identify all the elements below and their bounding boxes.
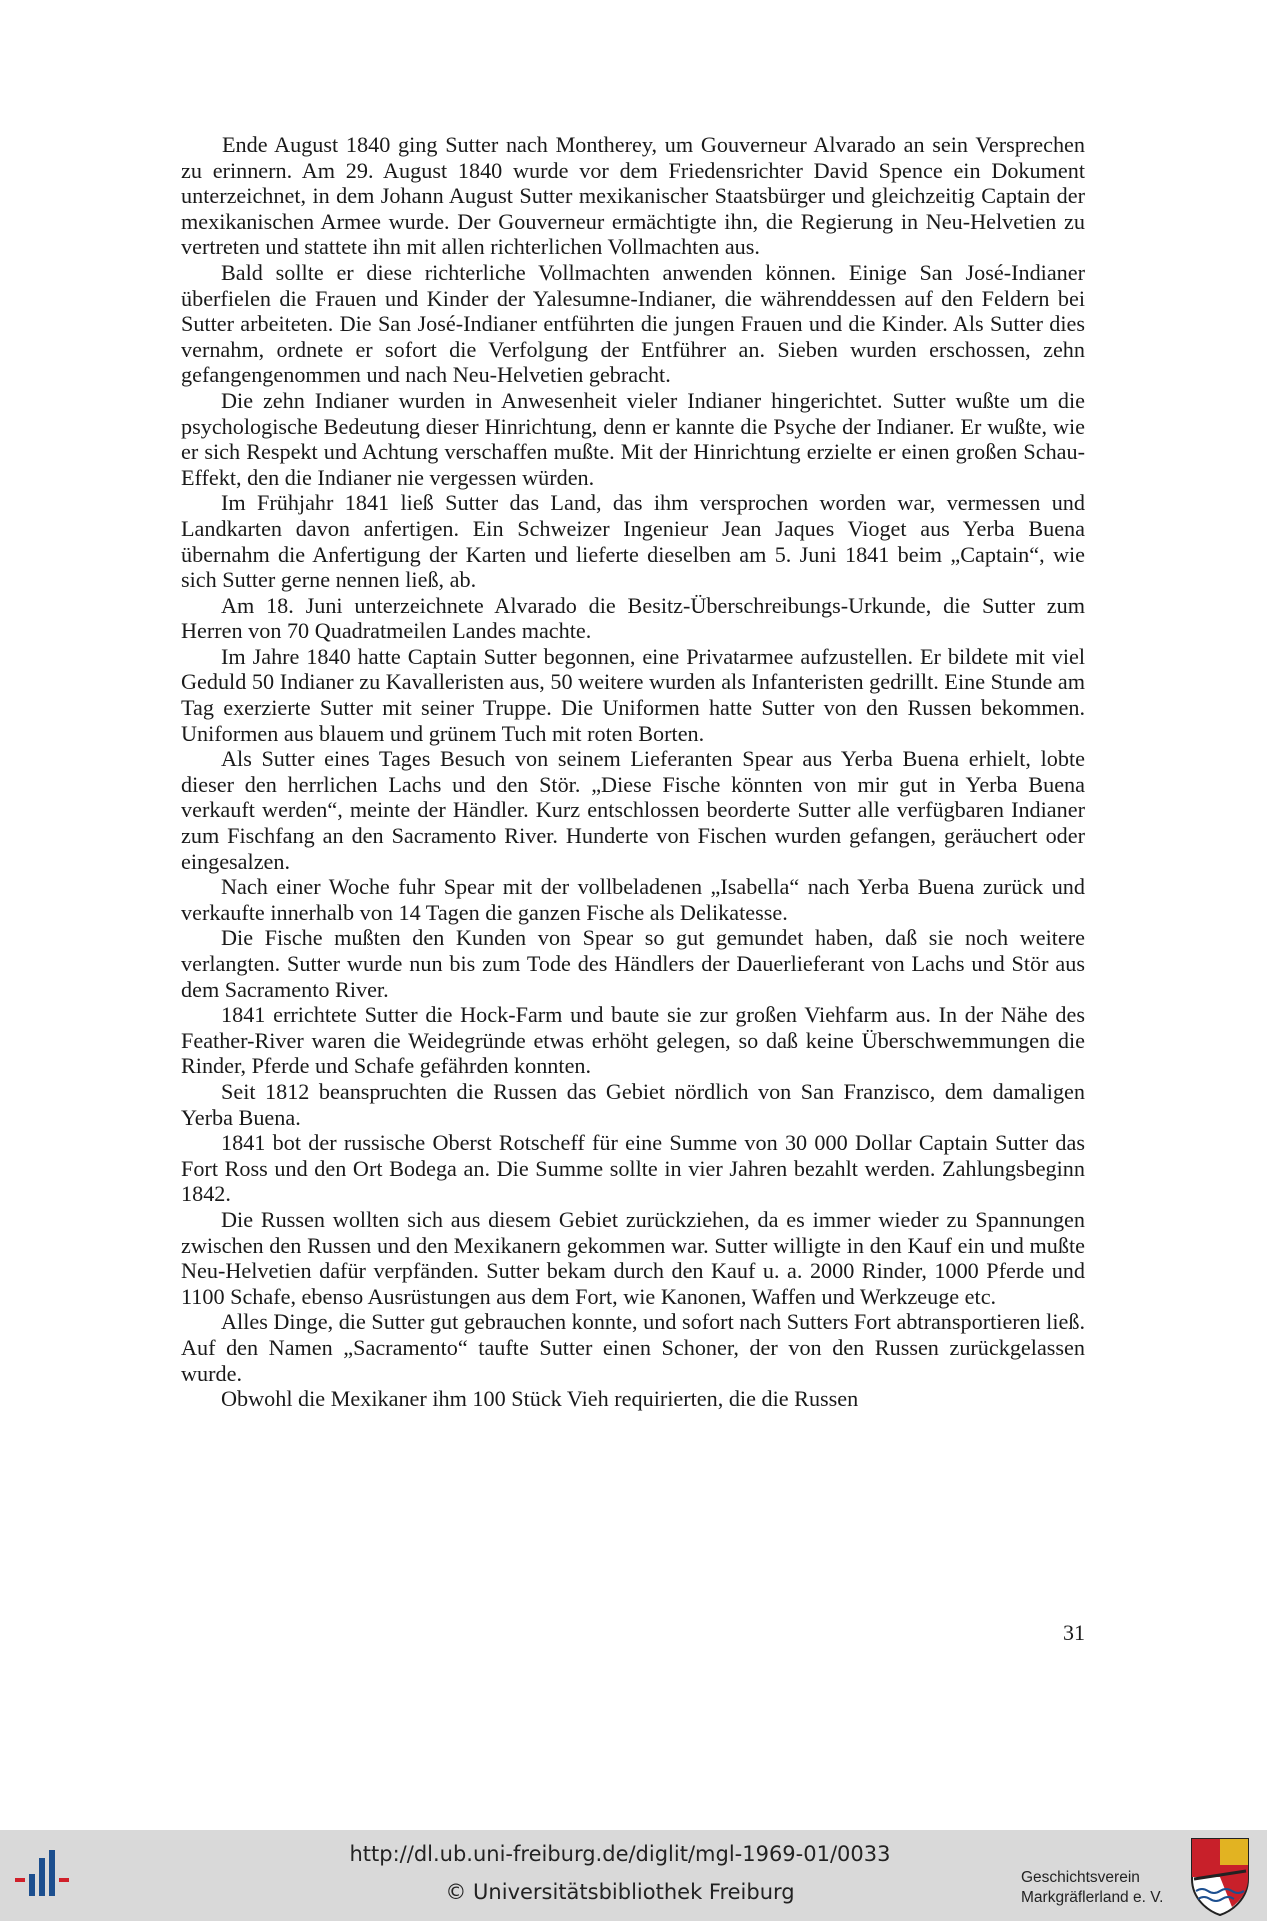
paragraph: Obwohl die Mexikaner ihm 100 Stück Vieh requirierten, die die Russen <box>221 1386 859 1412</box>
page-number: 31 <box>1063 1620 1085 1645</box>
body-text <box>181 132 1085 1412</box>
paragraph: Die Fische mußten den Kunden von Spear so gut gemundet haben, daß sie noch weitere verlangten. Sutter wurde nun bis zum Tode des Händlers der Dauerlieferant von Lachs und Stör aus dem Sacramento River. <box>181 925 1085 1002</box>
association-name <box>1021 1868 1191 1908</box>
paragraph: Die Russen wollten sich aus diesem Gebiet zurückziehen, da es immer wieder zu Spannungen zwischen den Russen und den Mexikanern gekommen war. Sutter willigte in den Kauf ein und mußte Neu-Helvetien dafür verpfänden. Sutter bekam durch den Kauf u. a. 2000 Rinder, 1000 Pferde und 1100 Schafe, ebenso Ausrüstungen aus dem Fort, wie Kanonen, Waffen und Werkzeuge etc. <box>181 1206 1085 1309</box>
paragraph: Im Jahre 1840 hatte Captain Sutter begonnen, eine Privatarmee aufzustellen. Er bildete mit viel Geduld 50 Indianer zu Kavalleristen aus, 50 weitere wurden als Infanteristen gedrillt. Eine Stunde am Tag exerzierte Sutter mit seiner Truppe. Die Uniformen hatte Sutter von den Russen bekommen. Uniformen aus blauem und grünem Tuch mit roten Borten. <box>181 643 1085 746</box>
paragraph: Bald sollte er diese richterliche Vollmachten anwenden können. Einige San José-Indianer überfielen die Frauen und Kinder der Yalesumne-Indianer, die währenddessen auf den Feldern bei Sutter arbeiteten. Die San José-Indianer entführten die jungen Frauen und die Kinder. Als Sutter dies vernahm, ordnete er sofort die Verfolgung der Entführer an. Sieben wurden erschossen, zehn gefangengenommen und nach Neu-Helvetien gebracht. <box>181 259 1085 388</box>
paragraph: Nach einer Woche fuhr Spear mit der vollbeladenen „Isabella“ nach Yerba Buena zurück und verkaufte innerhalb von 14 Tagen die ganzen Fische als Delikatesse. <box>181 874 1085 925</box>
viewer-footer <box>0 1830 1267 1921</box>
paragraph: 1841 bot der russische Oberst Rotscheff für eine Summe von 30 000 Dollar Captain Sutter das Fort Ross und den Ort Bodega an. Die Summe sollte in vier Jahren bezahlt werden. Zahlungsbeginn 1842. <box>181 1130 1085 1207</box>
paragraph: Seit 1812 beanspruchten die Russen das Gebiet nördlich von San Franzisco, dem damaligen Yerba Buena. <box>181 1078 1085 1130</box>
coat-of-arms-icon <box>1188 1835 1252 1917</box>
permalink-url[interactable]: http://dl.ub.uni-freiburg.de/diglit/mgl-1969-01/0033 <box>349 1842 891 1866</box>
paragraph: Am 18. Juni unterzeichnete Alvarado die Besitz-Überschreibungs-Urkunde, die Sutter zum Herren von 70 Quadratmeilen Landes machte. <box>181 592 1085 644</box>
association-line-2: Markgräflerland e. V. <box>1021 1889 1164 1906</box>
association-line-1: Geschichtsverein <box>1021 1869 1140 1886</box>
copyright-notice: © Universitätsbibliothek Freiburg <box>445 1880 795 1904</box>
paragraph: Als Sutter eines Tages Besuch von seinem Lieferanten Spear aus Yerba Buena erhielt, lobte dieser den herrlichen Lachs und den Stör. „Diese Fische könnten von mir gut in Yerba Buena verkauft werden“, meinte der Händler. Kurz entschlossen beorderte Sutter alle verfügbaren Indianer zum Fischfang an den Sacramento River. Hunderte von Fischen wurden gefangen, geräuchert oder eingesalzen. <box>181 746 1085 874</box>
paragraph: Alles Dinge, die Sutter gut gebrauchen konnte, und sofort nach Sutters Fort abtransportieren ließ. Auf den Namen „Sacramento“ taufte Sutter einen Schoner, der von den Russen zurückgelassen wurde. <box>181 1309 1085 1386</box>
paragraph: Ende August 1840 ging Sutter nach Montherey, um Gouverneur Alvarado an sein Versprechen zu erinnern. Am 29. August 1840 wurde vor dem Friedensrichter David Spence ein Dokument unterzeichnet, in dem Johann August Sutter mexikanischer Staatsbürger und gleichzeitig Captain der mexikanischen Armee wurde. Der Gouverneur ermächtigte ihn, die Regierung in Neu-Helvetien zu vertreten und stattete ihn mit allen richterlichen Vollmachten aus. <box>181 132 1085 260</box>
paragraph: Im Frühjahr 1841 ließ Sutter das Land, das ihm versprochen worden war, vermessen und Landkarten davon anfertigen. Ein Schweizer Ingenieur Jean Jaques Vioget aus Yerba Buena übernahm die Anfertigung der Karten und lieferte dieselben am 5. Juni 1841 beim „Captain“, wie sich Sutter gerne nennen ließ, ab. <box>181 490 1085 593</box>
paragraph: 1841 errichtete Sutter die Hock-Farm und baute sie zur großen Viehfarm aus. In der Nähe des Feather-River waren die Weidegründe etwas erhöht gelegen, so daß keine Überschwemmungen die Rinder, Pferde und Schafe gefährden konnten. <box>181 1002 1085 1079</box>
paragraph: Die zehn Indianer wurden in Anwesenheit vieler Indianer hingerichtet. Sutter wußte um die psychologische Bedeutung dieser Hinrichtung, denn er kannte die Psyche der Indianer. Er wußte, wie er sich Respekt und Achtung verschaffen mußte. Mit der Hinrichtung erzielte er einen großen Schau-Effekt, den die Indianer nie vergessen würden. <box>181 387 1085 490</box>
ub-freiburg-logo-icon[interactable] <box>15 1848 81 1904</box>
